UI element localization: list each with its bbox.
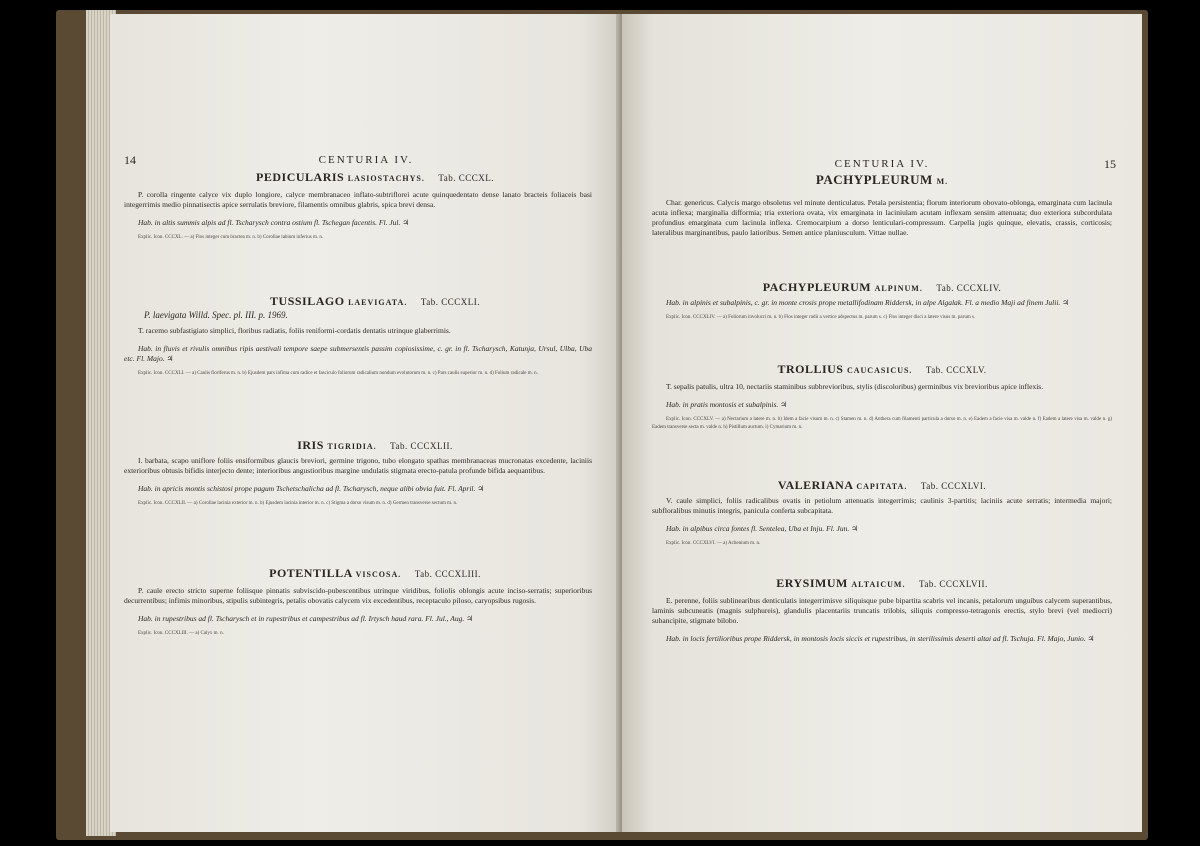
habitat: Hab. in locis fertilioribus prope Riddersk, in montosis locis siccis et rupestribus, in sterilissimis deserti altai ad fl. Tschuja. Fl. Majo, Junio. ♃ bbox=[666, 634, 1095, 643]
genus-name: VALERIANA bbox=[777, 478, 853, 492]
species-name: LASIOSTACHYS. bbox=[347, 174, 425, 183]
description: V. caule simplici, foliis radicalibus ovatis in petiolum attenuatis integerrimis; caulinis 3-partitis; laciniis acute serratis; intermedia majori; subfloralibus minutis integris, panicula conferta subcapitata. bbox=[652, 496, 1112, 515]
plate-number: Tab. CCCXLI. bbox=[420, 297, 480, 307]
entry-pedicularis-title bbox=[250, 170, 500, 185]
description: E. perenne, foliis sublinearibus denticulatis integerrimisve siliquisque pube bipartita scabris vel incanis, petalorum unguibus calycem superantibus, laminis subcuneatis (magnis sulphureis), glandulis placentariis truncatis trilobis, siliquis compresso-tetragonis erectis, stylo brevi (vel mediocri) subancipite, stigmate bilobo. bbox=[652, 596, 1112, 625]
genus-suffix: M. bbox=[936, 177, 949, 186]
genus-header-title bbox=[752, 172, 1012, 188]
plate-number: Tab. CCCXL. bbox=[438, 173, 494, 183]
plate-number: Tab. CCCXLII. bbox=[390, 441, 453, 451]
plate-number: Tab. CCCXLVI. bbox=[920, 481, 987, 491]
genus-name: ERYSIMUM bbox=[776, 576, 848, 590]
plate-number: Tab. CCCXLIII. bbox=[414, 569, 481, 579]
description: P. corolla ringente calyce vix duplo longiore, calyce membranaceo inflato-subtriflorei acute quinquedentato dense lanato bracteis foliaceis basi integerrimis medio pinnatisectis apice serrulatis breviore, filamentis omnibus glabris, spica brevi densa. bbox=[124, 190, 592, 209]
habitat: Hab. in rupestribus ad fl. Tscharysch et in rupestribus et campestribus ad fl. Irtysch haud rara. Fl. Jul., Aug. ♃ bbox=[138, 614, 473, 623]
genus-name: POTENTILLA bbox=[269, 566, 353, 580]
plate-explanation: Explic. Icon. CCCXL. — a) Flos integer cum bractea m. n. b) Corollae labium inferius m. n. bbox=[138, 235, 324, 240]
entry-erysimum-title bbox=[722, 576, 1042, 591]
habitat: Hab. in alpinis et subalpinis, c. gr. in monte crosis prope metallifodinam Riddersk, in alpe Algalak. Fl. a medio Maji ad finem Julii. ♃ bbox=[666, 298, 1069, 307]
plate-number: Tab. CCCXLVII. bbox=[918, 579, 988, 589]
plate-explanation: Explic. Icon. CCCXLI. — a) Caulis floriferus m. n. b) Ejusdem pars infima cum radice et fasciculo foliorum radicalium nondum evolutorum m. n. c) Pars caulis superior m. n. d) Folium radicale m. n. bbox=[138, 371, 538, 376]
species-name: CAPITATA. bbox=[856, 482, 908, 491]
description: T. racemo subfastigiato simplici, floribus radiatis, foliis reniformi-cordatis dentatis utrinque glaberrimis. bbox=[138, 326, 451, 335]
entry-potentilla-title bbox=[250, 566, 500, 581]
genus-name: TROLLIUS bbox=[777, 362, 844, 376]
synonym: P. laevigata Willd. Spec. pl. III. p. 1969. bbox=[144, 310, 288, 320]
genus-name: PEDICULARIS bbox=[256, 170, 345, 184]
species-name: CAUCASICUS. bbox=[846, 366, 913, 375]
plate-explanation: Explic. Icon. CCCXLVI. — a) Achenium m. n. bbox=[666, 541, 761, 546]
entry-potentilla-body bbox=[124, 586, 592, 638]
entry-valeriana-title bbox=[722, 478, 1042, 493]
genus-header-body bbox=[652, 198, 1112, 238]
species-name: ALTAICUM. bbox=[851, 580, 906, 589]
description: T. sepalis patulis, ultra 10, nectariis staminibus subbrevioribus, stylis (discoloribus) germinibus vix brevioribus apice inflexis. bbox=[666, 382, 1044, 391]
entry-tussilago-body bbox=[124, 310, 592, 378]
left-running-title: CENTURIA IV. bbox=[318, 154, 414, 166]
entry-valeriana-body bbox=[652, 496, 1112, 548]
entry-pedicularis-body bbox=[124, 190, 592, 242]
habitat: Hab. in apricis montis schistosi prope pagum Tschetschalicha ad fl. Tscharysch, neque alibi obvia fuit. Fl. April. ♃ bbox=[138, 484, 484, 493]
plate-explanation: Explic. Icon. CCCXLII. — a) Corollae lacinia exterior m. n. b) Ejusdem lacinia interior m. n. c) Stigma a dorso visum m. n. d) Germen transverse sectum m. n. bbox=[138, 501, 458, 506]
description: I. barbata, scapo uniflore foliis ensiformibus glaucis breviori, germine trigono, tubo elongato spathas membranaceas mucronatas excedente, laciniis exterioribus obtusis bifidis interjecto dente; interioribus angustioribus margine undulatis stigmata erecto-patula profunde bifida aequantibus. bbox=[124, 456, 592, 475]
entry-iris-title bbox=[250, 438, 500, 453]
description: P. caule erecto stricto superne foliisque pinnatis subviscido-pubescentibus utrinque viridibus, foliolis oblongis acute inciso-serratis; superioribus decurrentibus; infimis minoribus, stipulis subintegris, petalis obovatis calycem vix excedentibus, receptaculo piloso, caryopsibus rugosis. bbox=[124, 586, 592, 605]
entry-erysimum-body bbox=[652, 596, 1112, 644]
habitat: Hab. in alpibus circa fontes fl. Sentelea, Uba et Inju. Fl. Jun. ♃ bbox=[666, 524, 858, 533]
entry-iris-body bbox=[124, 456, 592, 508]
habitat: Hab. in altis summis alpis ad fl. Tscharysch contra ostium fl. Tschegan facentis. Fl. Jul. ♃ bbox=[138, 218, 409, 227]
plate-explanation: Explic. Icon. CCCXLIV. — a) Foliorum involucri m. n. b) Flos integer radii a vertice adspectus m. parum s. c) Flos integer disci a latere visus m. parum s. bbox=[666, 315, 976, 320]
entry-pachypleurum-body bbox=[652, 298, 1112, 322]
plate-explanation: Explic. Icon. CCCXLIII. — a) Calyx m. n. bbox=[138, 631, 224, 636]
right-page bbox=[622, 14, 1142, 832]
plate-number: Tab. CCCXLIV. bbox=[936, 283, 1002, 293]
species-name: LAEVIGATA. bbox=[348, 298, 408, 307]
generic-character: Char. genericus. Calycis margo obsoletus vel minute denticulatus. Petala persistentia; florum interiorum obovato-oblonga, emarginata cum lacinula acuta inflexa; marginalia difformia; tria exteriora ovata, vix emarginata in laciniulam acutam inflexam sensim attenuata; duo exteriora subcordulata profundius emarginata cum lacinula inflexa. Cremocarpium a dorso lenticulari-compressum. Carpella jugis quinque, elevatis, crassis, corticosis; lateralibus marginantibus, paulo latioribus. Semen antice planiusculum. Vittae nullae. bbox=[652, 198, 1112, 237]
right-running-title: CENTURIA IV. bbox=[834, 158, 930, 170]
species-name: TIGRIDIA. bbox=[327, 442, 377, 451]
habitat: Hab. in fluvis et rivulis omnibus ripis aestivali tempore saepe submersentis passim copiosissime, c. gr. in fl. Tscharysch, Katunja, Ursul, Ulba, Uba etc. Fl. Majo. ♃ bbox=[124, 344, 592, 363]
genus-name: IRIS bbox=[297, 438, 324, 452]
left-page bbox=[110, 14, 622, 832]
left-page-number: 14 bbox=[124, 153, 136, 167]
entry-pachypleurum-title bbox=[722, 280, 1042, 295]
plate-number: Tab. CCCXLV. bbox=[925, 365, 987, 375]
habitat: Hab. in pratis montosis et subalpinis. ♃ bbox=[666, 400, 787, 409]
entry-trollius-body bbox=[652, 382, 1112, 432]
species-name: VISCOSA. bbox=[355, 570, 402, 579]
genus-name: PACHYPLEURUM bbox=[815, 172, 933, 187]
genus-name: TUSSILAGO bbox=[270, 294, 345, 308]
entry-tussilago-title bbox=[250, 294, 500, 309]
entry-trollius-title bbox=[722, 362, 1042, 377]
species-name: ALPINUM. bbox=[874, 284, 923, 293]
plate-explanation: Explic. Icon. CCCXLV. — a) Nectarium a latere m. n. b) Idem a facie visum m. n. c) Stamen m. n. d) Anthera cum filamenti particula a dorso m. n. e) Eadem a facie visa m. valde n. f) Eadem a latere visa m. valde n. g) Eadem transverse secta m. valde n. h) Pistillum auctum. i) Cymarium m. n. bbox=[652, 417, 1112, 430]
right-page-number: 15 bbox=[1104, 157, 1116, 171]
genus-name: PACHYPLEURUM bbox=[762, 280, 872, 294]
